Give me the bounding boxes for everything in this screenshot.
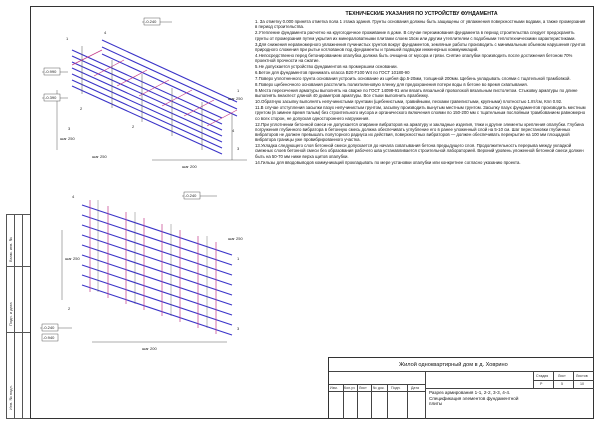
notes-title: ТЕХНИЧЕСКИЕ УКАЗАНИЯ ПО УСТРОЙСТВУ ФУНДАМЕНТА — [345, 11, 498, 17]
stamp-label-replace: Взам. инв. № — [8, 237, 13, 262]
spacing-label: шаг 250 — [65, 256, 80, 261]
spacing-label: шаг 250 — [92, 154, 107, 159]
tb-rule — [329, 371, 594, 372]
position-mark: 2 — [68, 306, 71, 311]
position-mark: 1 — [66, 36, 69, 41]
top-rebar-cage — [42, 18, 247, 169]
tb-rule — [357, 384, 358, 419]
col-label: Лист — [359, 386, 367, 390]
tb-rule — [533, 371, 534, 388]
stage-value: 10 — [580, 382, 584, 386]
note-item: 10.Обратную засыпку выполнять непучинистыми грунтами (щебенистыми, гравийными, песками гравелистыми, крупными) плотностью 1.8т/см, Кпл 0.92. — [255, 99, 563, 105]
stamp-divider — [14, 214, 15, 419]
elevation-mark: -0.990 — [45, 69, 57, 74]
tb-rule — [425, 388, 594, 389]
stamp-row-line — [6, 214, 30, 215]
col-label: Дата — [411, 386, 419, 390]
project-name: Жилой одноквартирный дом в д. Ховрино — [399, 362, 508, 368]
tb-rule — [371, 384, 372, 419]
spacing-label: шаг 250 — [228, 96, 243, 101]
elevation-mark: -0.390 — [45, 95, 57, 100]
reinforcement-drawings — [32, 10, 254, 360]
stamp-row-line — [6, 332, 30, 333]
stamp-divider — [22, 214, 23, 419]
note-item: 1. За отметку 0.000 принята отметка пола 1 этажа здания. Грунты основания должны быть защищены от увлажнения поверхностными водами, а также промерзания в период строительства. — [255, 19, 586, 30]
sheet-title: Разрез армирования 1-1, 2-2, 3-3, 4-4. Спецификация элементов фундаментной плиты — [429, 390, 519, 407]
spacing-label: шаг 200 — [142, 346, 157, 351]
elevation-mark: -0.240 — [185, 193, 197, 198]
note-item: 13.Укладка следующего слоя бетонной смеси допускается до начала схватывания бетона предыдущего слоя. Продолжительность перерыва между укладкой смежных слоев бетонной смеси без образования рабочего шва устанавливается строительной лабораторией. Верхний уровень уложенной бетонной смеси должен быть на 50-70 мм ниже верха щитов опалубки. — [255, 143, 584, 159]
stamp-row-line — [6, 418, 30, 419]
tb-rule — [553, 371, 554, 388]
tb-rule — [387, 384, 388, 419]
note-item: 14.Гильзы для вводовыводов коммуникаций прокладывать по мере установки опалубки или конкретнее согласно указанию проекта. — [255, 159, 521, 165]
note-item: 8.Поверх щебеночного основания расстелить полиэтиленовую пленку для предохранения потери воды в бетоне во время схватывания. — [255, 82, 528, 88]
position-mark: 2 — [80, 106, 83, 111]
stage-value: 5 — [561, 382, 563, 386]
spacing-label: шаг 250 — [60, 136, 75, 141]
technical-notes — [255, 12, 588, 166]
note-item: 5.Не допускается устройство фундаментов на промерзшем основании. — [255, 64, 398, 70]
note-item: 4.Непосредственно перед бетонированием опалубка должна быть очищена от мусора и грязи. Снятие опалубки производить после достижения бетоном 70% проектной прочности на сжатие. — [255, 52, 573, 64]
note-item: 11.В случае отступления засыпки пазух непучинистым грунтом, засыпку производить вынутым местным грунтом. Засыпку пазух фундаментов производить местным грунтом (в зимнее время талым) без строительного мусора и органического включения слоями по 150-200 мм с тщательным послойным трамбованием равномерно со всех сторон, не допуская одностороннего нагружения. — [255, 105, 586, 121]
col-label: Кол.уч — [344, 386, 355, 390]
note-item: 3.Для снижения неравномерного увлажнения пучинистых грунтов вокруг фундаментов, земляные работы производить с минимальным объемом нарушения грунтов природного сложения при рытье котлованов под фундаменты и траншей подводки инженерных коммуникаций. — [255, 41, 586, 52]
note-item: 2.Утепление фундамента расчетно на кругогодичное проживание в доме. В случае перезимования фундамента в период строительства следует предохранять грунты от промерзания путем укрытия их минераловатными плитами слоем 15см или другим утеплителем с подобными теплотехническими характеристиками. — [255, 30, 576, 41]
position-mark: 4 — [104, 30, 107, 35]
stamp-row-line — [6, 266, 30, 267]
stage-label: Лист — [558, 374, 566, 378]
note-item: 9.Места пересечения арматуры выполнять на сварке по ГОСТ 14098-91 или вязать вязальной проволокой вязальным пистолетом. Стыковку арматуры по длине выполнять внахлест длиной 40 диаметров арматуры. Все стыки выполнить вразбежку. — [255, 88, 578, 99]
stamp-divider — [6, 214, 7, 419]
position-mark: 4 — [232, 128, 235, 133]
note-item: 6.Бетон для фундаментов принимать класса B20 F100 W4 по ГОСТ 10180-90 — [255, 70, 410, 76]
note-item: 7.Поверх уплотненного грунта основания устроить основание из щебня фр.5-20мм, толщиной 200мм. Щебень укладывать слоями с тщательной трамбовкой. — [255, 76, 571, 82]
title-block — [328, 357, 594, 419]
elevation-mark: -0.940 — [43, 335, 55, 340]
col-label: Изм. — [330, 386, 338, 390]
position-mark: 3 — [237, 326, 240, 331]
position-mark: 3 — [237, 146, 240, 151]
stage-label: Стадия — [536, 374, 549, 378]
position-mark: 1 — [237, 88, 240, 93]
position-mark: 4 — [72, 194, 75, 199]
position-mark: 2 — [132, 124, 135, 129]
note-item: 12.При уплотнении бетонной смеси не допускается опирание вибраторов на арматуру и закладные изделия, тяжи и другие элементы крепления опалубки. Глубина погружения глубинного вибратора в бетонную смесь должна обеспечивать углубление его в ранее уложенный слой на 5-10 см. Шаг перестановки глубинных вибраторов не должен превышать полуторного радиуса их действия, поверхностных вибраторов — должен обеспечивать перекрытие на 100 мм площадкой вибратора границы уже провибрированного участка. — [255, 121, 584, 143]
elevation-mark: -0.240 — [43, 325, 55, 330]
col-label: № док. — [373, 386, 385, 390]
stamp-label-inventory: Инв. № подл. — [8, 385, 13, 410]
side-stamp — [6, 214, 30, 419]
col-label: Подп. — [391, 386, 401, 390]
tb-rule — [425, 371, 426, 419]
tb-rule — [533, 380, 594, 381]
stage-value: Р — [540, 382, 543, 386]
stage-label: Листов — [576, 374, 588, 378]
spacing-label: шаг 250 — [228, 236, 243, 241]
tb-rule — [407, 384, 408, 419]
position-mark: 3 — [68, 126, 71, 131]
bottom-rebar-cage — [40, 192, 243, 351]
elevation-mark: -0.240 — [145, 19, 157, 24]
tb-rule — [573, 371, 574, 388]
stamp-label-sign-date: Подп. и дата — [8, 302, 13, 326]
position-mark: 1 — [237, 256, 240, 261]
spacing-label: шаг 200 — [182, 164, 197, 169]
